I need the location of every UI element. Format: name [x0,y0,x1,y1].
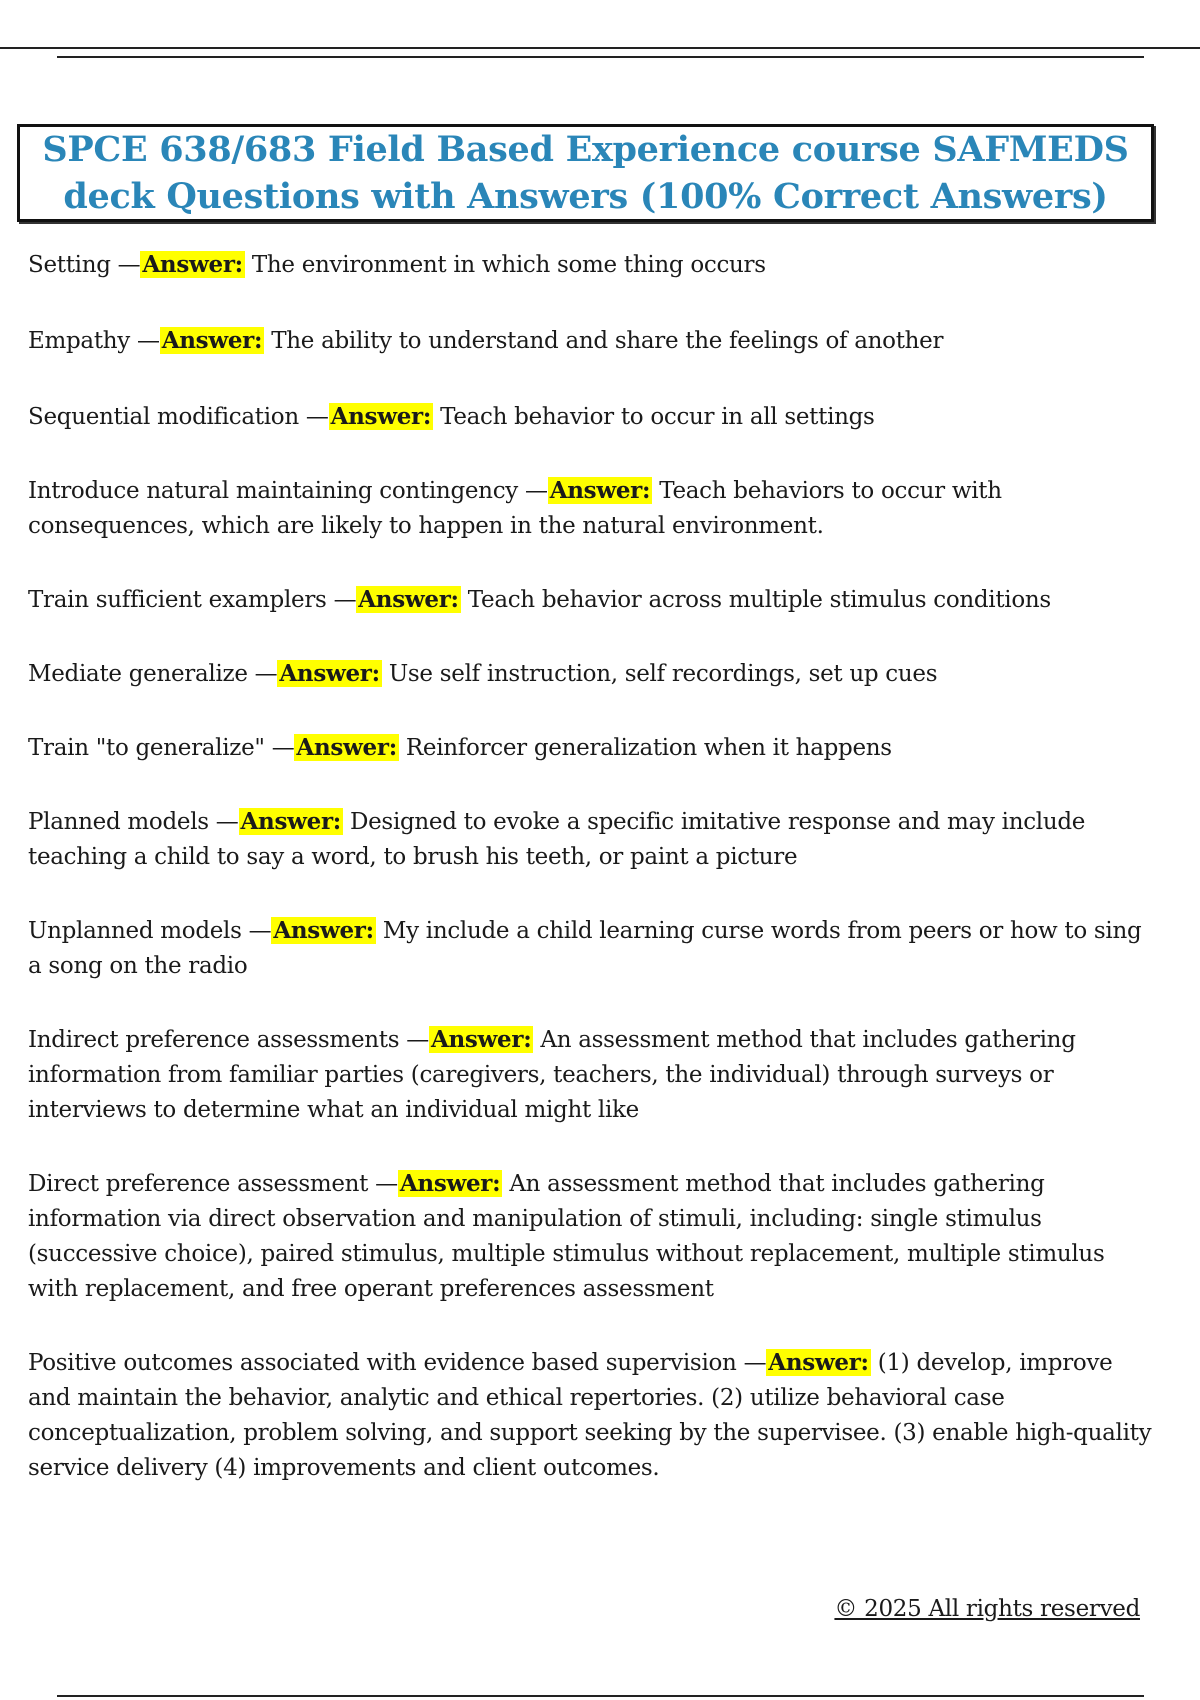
qa-separator: — [254,661,278,687]
qa-item [28,247,1158,283]
qa-separator: — [333,587,357,613]
qa-separator: — [215,809,239,835]
qa-separator: — [117,252,141,278]
qa-separator: — [271,735,295,761]
qa-term: Mediate generalize [28,661,248,687]
header-rule-short [57,56,1144,58]
qa-item [28,656,1158,692]
answer-label: Answer: [142,251,243,278]
copyright-notice: © 2025 All rights reserved [834,1596,1140,1622]
qa-separator: — [248,918,272,944]
qa-item [28,730,1158,766]
qa-term: Train sufficient examplers [28,587,327,613]
qa-answer: Reinforcer generalization when it happens [405,735,892,761]
qa-separator: — [375,1171,398,1197]
qa-term: Unplanned models [28,918,242,944]
qa-term: Planned models [28,809,209,835]
qa-answer: Teach behaviors to occur with consequences, which are likely to happen in the natural environment. [28,478,1002,539]
qa-answer: The environment in which some thing occurs [251,252,766,278]
answer-label: Answer: [273,917,374,944]
qa-item [28,913,1158,984]
qa-answer: Teach behavior across multiple stimulus conditions [467,587,1051,613]
qa-term: Setting [28,252,111,278]
qa-term: Direct preference assessment [28,1171,369,1197]
qa-answer: Use self instruction, self recordings, set up cues [388,661,938,687]
qa-term: Sequential modification [28,404,299,430]
qa-item [28,1345,1158,1486]
qa-answer: (1) develop, improve and maintain the behavior, analytic and ethical repertories. (2) utilize behavioral case conceptualization, problem solving, and support seeking by the supervisee. (3) enable high-quality service delivery (4) improvements and client outcomes. [28,1350,1152,1481]
qa-separator: — [525,478,548,504]
qa-list [28,247,1158,1486]
answer-label: Answer: [279,660,380,687]
answer-label: Answer: [768,1349,869,1376]
qa-separator: — [137,328,160,354]
qa-item [28,1166,1158,1307]
qa-separator: — [305,404,329,430]
title-box [17,124,1154,222]
qa-item [28,473,1158,544]
qa-separator: — [406,1027,429,1053]
qa-answer: My include a child learning curse words from peers or how to sing a song on the radio [28,918,1142,979]
answer-label: Answer: [330,403,432,430]
answer-label: Answer: [549,477,651,504]
qa-separator: — [743,1350,767,1376]
qa-answer: Designed to evoke a specific imitative response and may include teaching a child to say a word, to brush his teeth, or paint a picture [28,809,1086,870]
qa-answer: An assessment method that includes gathering information from familiar parties (caregivers, teachers, the individual) through surveys or interviews to determine what an individual might like [28,1027,1076,1123]
answer-label: Answer: [430,1026,532,1053]
qa-answer: An assessment method that includes gathering information via direct observation and manipulation of stimuli, including: single stimulus (successive choice), paired stimulus, multiple stimulus without replacement, multiple stimulus with replacement, and free operant preferences assessment [28,1171,1105,1302]
answer-label: Answer: [358,586,459,613]
qa-item [28,1022,1158,1128]
header-rule-long [0,47,1200,49]
qa-term: Train "to generalize" [28,735,265,761]
qa-item [28,582,1158,618]
answer-label: Answer: [240,808,341,835]
qa-item [28,323,1158,359]
qa-term: Introduce natural maintaining contingency [28,478,518,504]
answer-label: Answer: [296,734,397,761]
qa-term: Empathy [28,328,130,354]
qa-answer: The ability to understand and share the feelings of another [271,328,944,354]
qa-term: Positive outcomes associated with evidence based supervision [28,1350,737,1376]
answer-label: Answer: [161,327,263,354]
qa-item [28,399,1158,435]
qa-term: Indirect preference assessments [28,1027,400,1053]
footer-rule [57,1695,1144,1697]
answer-label: Answer: [399,1170,501,1197]
qa-item [28,804,1158,875]
qa-answer: Teach behavior to occur in all settings [440,404,875,430]
document-title: SPCE 638/683 Field Based Experience course SAFMEDS deck Questions with Answers (100% Correct Answers) [42,129,1129,217]
